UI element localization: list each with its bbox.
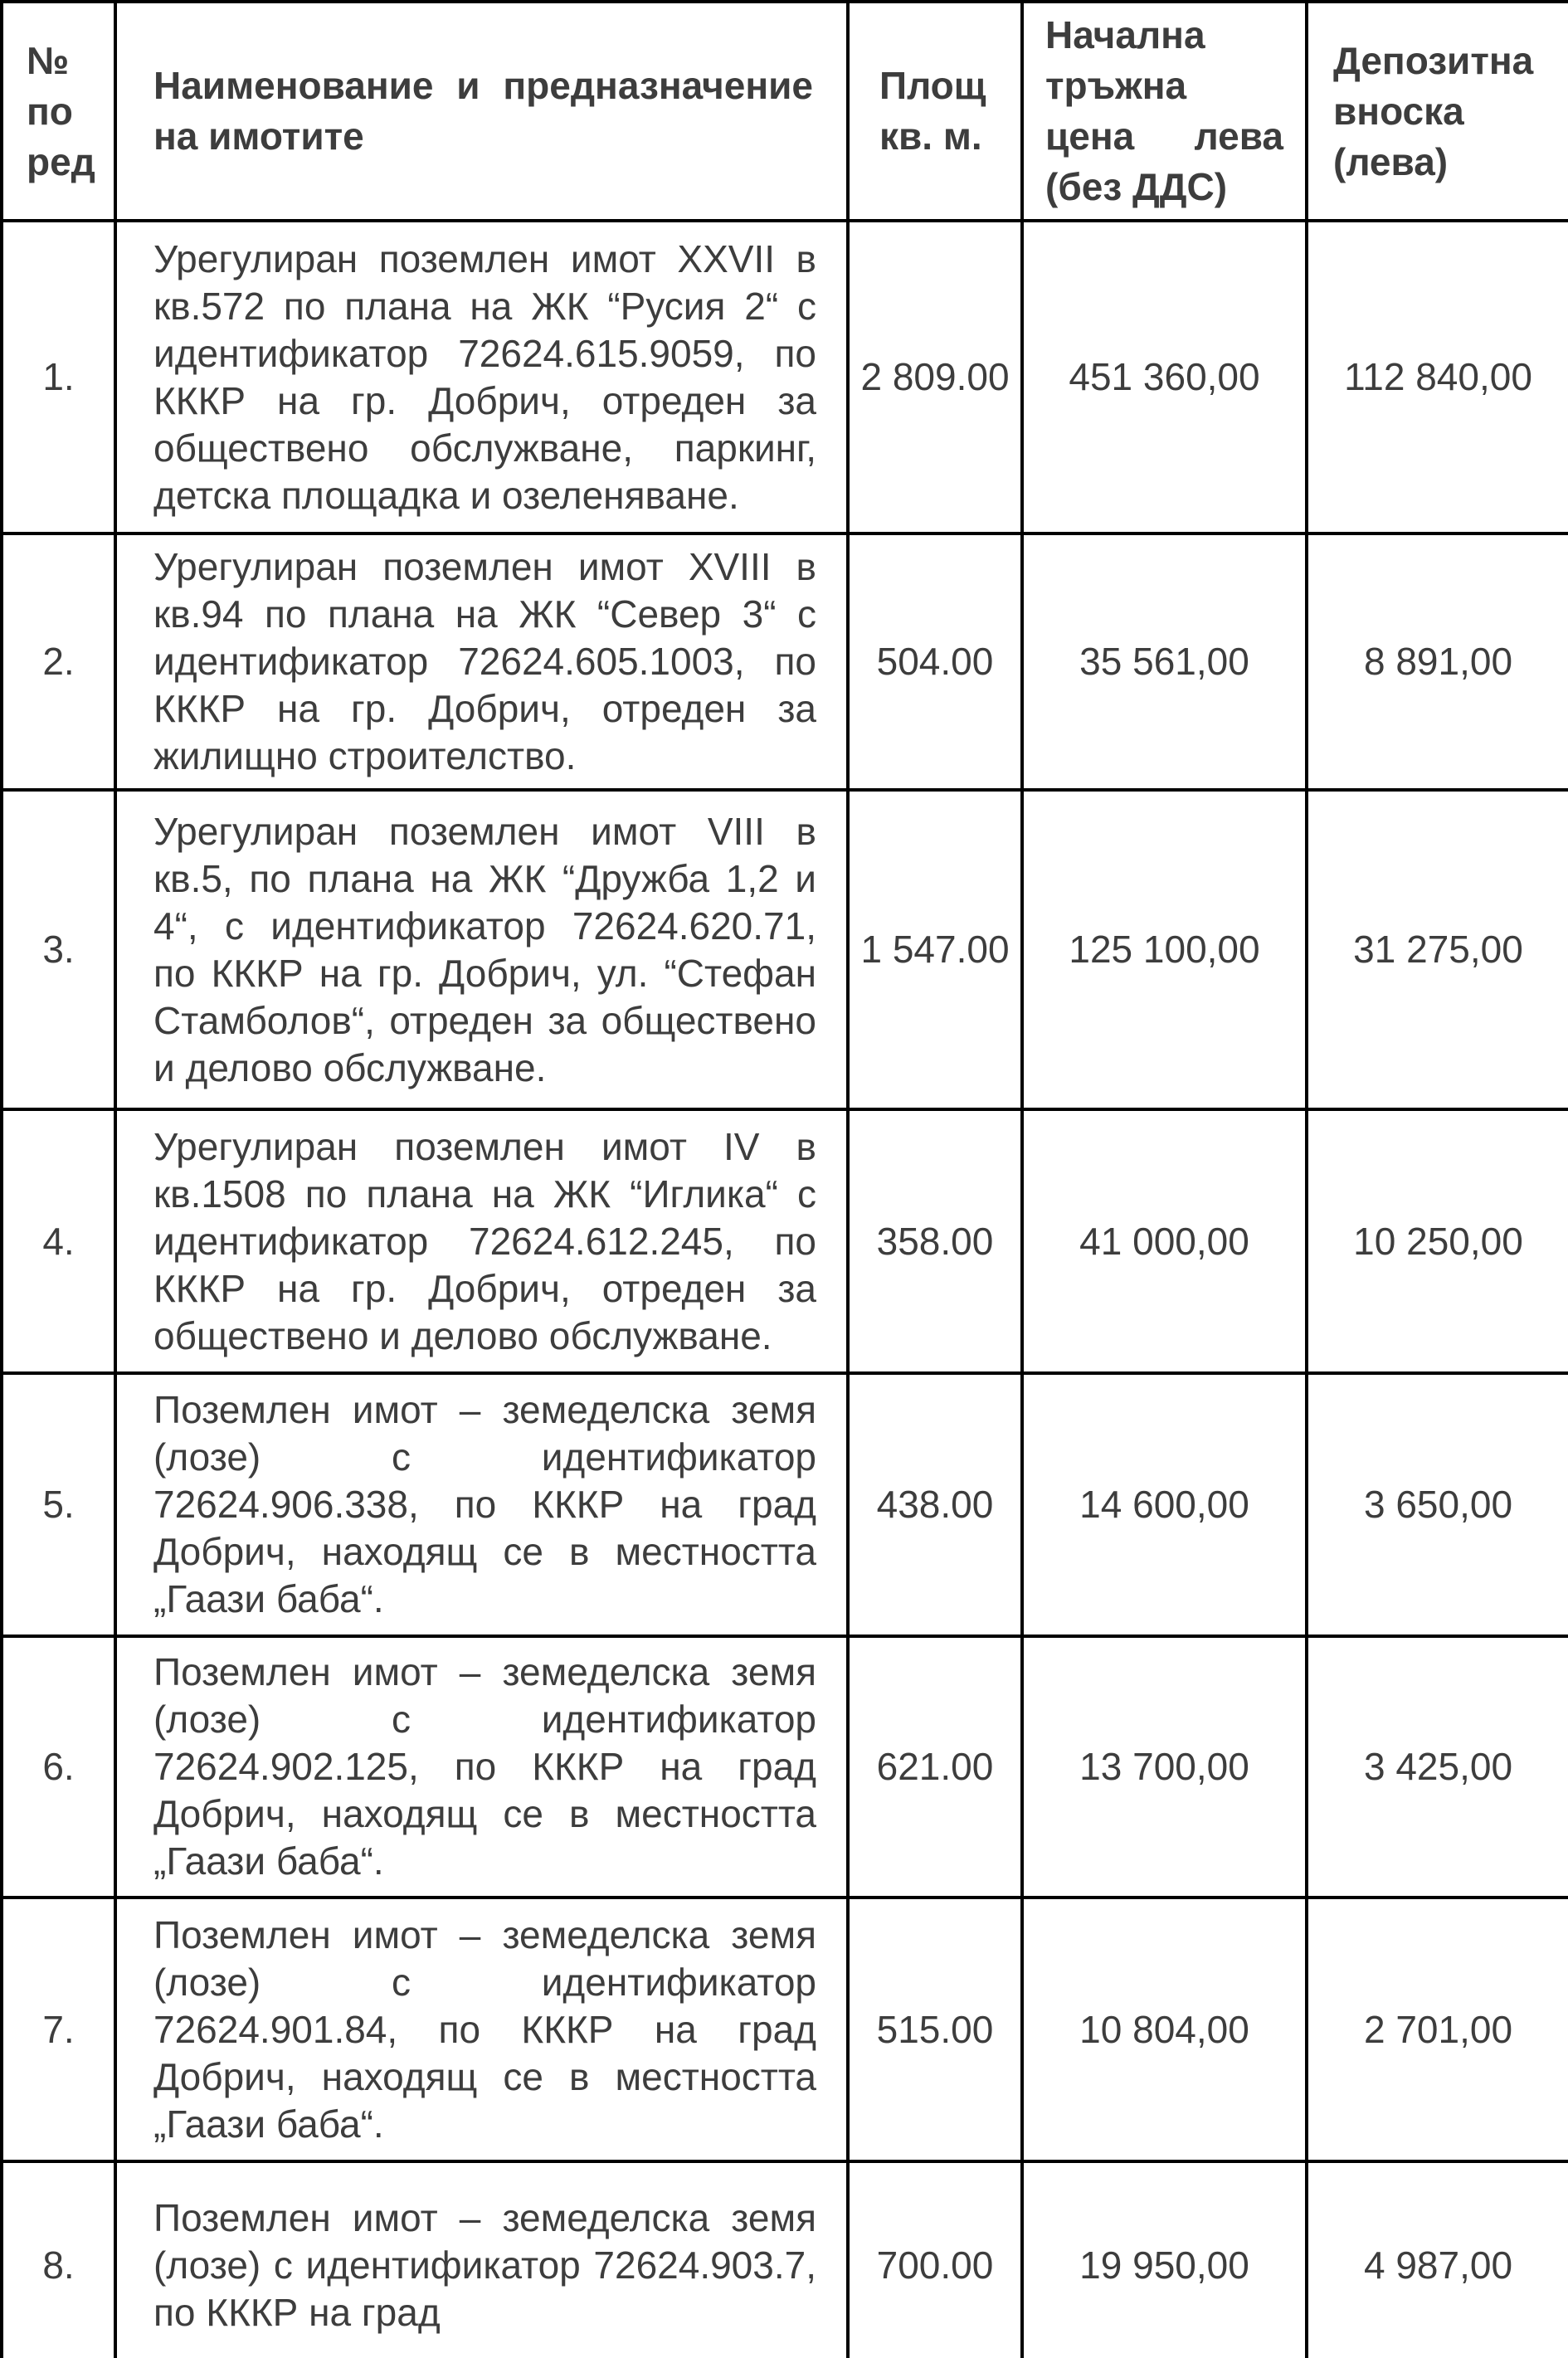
start-price-cell: 41 000,00: [1022, 1109, 1307, 1373]
deposit-cell: 3 650,00: [1307, 1373, 1568, 1636]
table-row: [2, 1373, 1568, 1636]
deposit-cell: 3 425,00: [1307, 1636, 1568, 1898]
header-deposit: Депозитна вноска (лева): [1307, 2, 1568, 221]
header-row: [2, 2, 1568, 221]
start-price-cell: 10 804,00: [1022, 1898, 1307, 2161]
row-number-cell: 3.: [2, 790, 115, 1109]
table-row: [2, 790, 1568, 1109]
row-number-cell: 8.: [2, 2161, 115, 2358]
start-price-cell: 451 360,00: [1022, 221, 1307, 533]
header-start-price: Начална тръжна цена лева (без ДДС): [1022, 2, 1307, 221]
row-number-cell: 2.: [2, 533, 115, 790]
property-description-cell: Урегулиран поземлен имот XVIII в кв.94 по плана на ЖК “Север 3“ с идентификатор 72624.605.1003, по КККР на гр. Добрич, отреден за жилищно строителство.: [115, 533, 848, 790]
area-cell: 504.00: [848, 533, 1022, 790]
row-number-cell: 1.: [2, 221, 115, 533]
property-description-cell: Поземлен имот – земеделска земя (лозе) с идентификатор 72624.906.338, по КККР на град Добрич, находящ се в местността „Гаази баба“.: [115, 1373, 848, 1636]
property-description-cell: Поземлен имот – земеделска земя (лозе) с идентификатор 72624.901.84, по КККР на град Добрич, находящ се в местността „Гаази баба“.: [115, 1898, 848, 2161]
row-number-cell: 5.: [2, 1373, 115, 1636]
deposit-cell: 4 987,00: [1307, 2161, 1568, 2358]
start-price-cell: 35 561,00: [1022, 533, 1307, 790]
area-cell: 515.00: [848, 1898, 1022, 2161]
table-row: [2, 533, 1568, 790]
deposit-cell: 2 701,00: [1307, 1898, 1568, 2161]
start-price-cell: 14 600,00: [1022, 1373, 1307, 1636]
property-description-cell: Урегулиран поземлен имот XXVII в кв.572 по плана на ЖК “Русия 2“ с идентификатор 72624.615.9059, по КККР на гр. Добрич, отреден за обществено обслужване, паркинг, детска площадка и озеленяване.: [115, 221, 848, 533]
deposit-cell: 31 275,00: [1307, 790, 1568, 1109]
deposit-cell: 10 250,00: [1307, 1109, 1568, 1373]
table-row: [2, 1636, 1568, 1898]
header-name-purpose: Наименование и предназначение на имотите: [115, 2, 848, 221]
table-row: [2, 221, 1568, 533]
row-number-cell: 7.: [2, 1898, 115, 2161]
start-price-cell: 125 100,00: [1022, 790, 1307, 1109]
start-price-cell: 13 700,00: [1022, 1636, 1307, 1898]
area-cell: 358.00: [848, 1109, 1022, 1373]
area-cell: 2 809.00: [848, 221, 1022, 533]
area-cell: 438.00: [848, 1373, 1022, 1636]
table-row: [2, 1898, 1568, 2161]
area-cell: 700.00: [848, 2161, 1022, 2358]
property-description-cell: Поземлен имот – земеделска земя (лозе) с идентификатор 72624.902.125, по КККР на град Добрич, находящ се в местността „Гаази баба“.: [115, 1636, 848, 1898]
property-description-cell: Урегулиран поземлен имот IV в кв.1508 по плана на ЖК “Иглика“ с идентификатор 72624.612.245, по КККР на гр. Добрич, отреден за обществено и делово обслужване.: [115, 1109, 848, 1373]
deposit-cell: 112 840,00: [1307, 221, 1568, 533]
row-number-cell: 6.: [2, 1636, 115, 1898]
start-price-cell: 19 950,00: [1022, 2161, 1307, 2358]
table-row: [2, 1109, 1568, 1373]
row-number-cell: 4.: [2, 1109, 115, 1373]
area-cell: 1 547.00: [848, 790, 1022, 1109]
area-cell: 621.00: [848, 1636, 1022, 1898]
header-row-number: № по ред: [2, 2, 115, 221]
property-description-cell: Поземлен имот – земеделска земя (лозе) с идентификатор 72624.903.7, по КККР на град: [115, 2161, 848, 2358]
table-row: [2, 2161, 1568, 2358]
header-area: Площ кв. м.: [848, 2, 1022, 221]
property-description-cell: Урегулиран поземлен имот VIII в кв.5, по плана на ЖК “Дружба 1,2 и 4“, с идентификатор 72624.620.71, по КККР на гр. Добрич, ул. “Стефан Стамболов“, отреден за обществено и делово обслужване.: [115, 790, 848, 1109]
deposit-cell: 8 891,00: [1307, 533, 1568, 790]
